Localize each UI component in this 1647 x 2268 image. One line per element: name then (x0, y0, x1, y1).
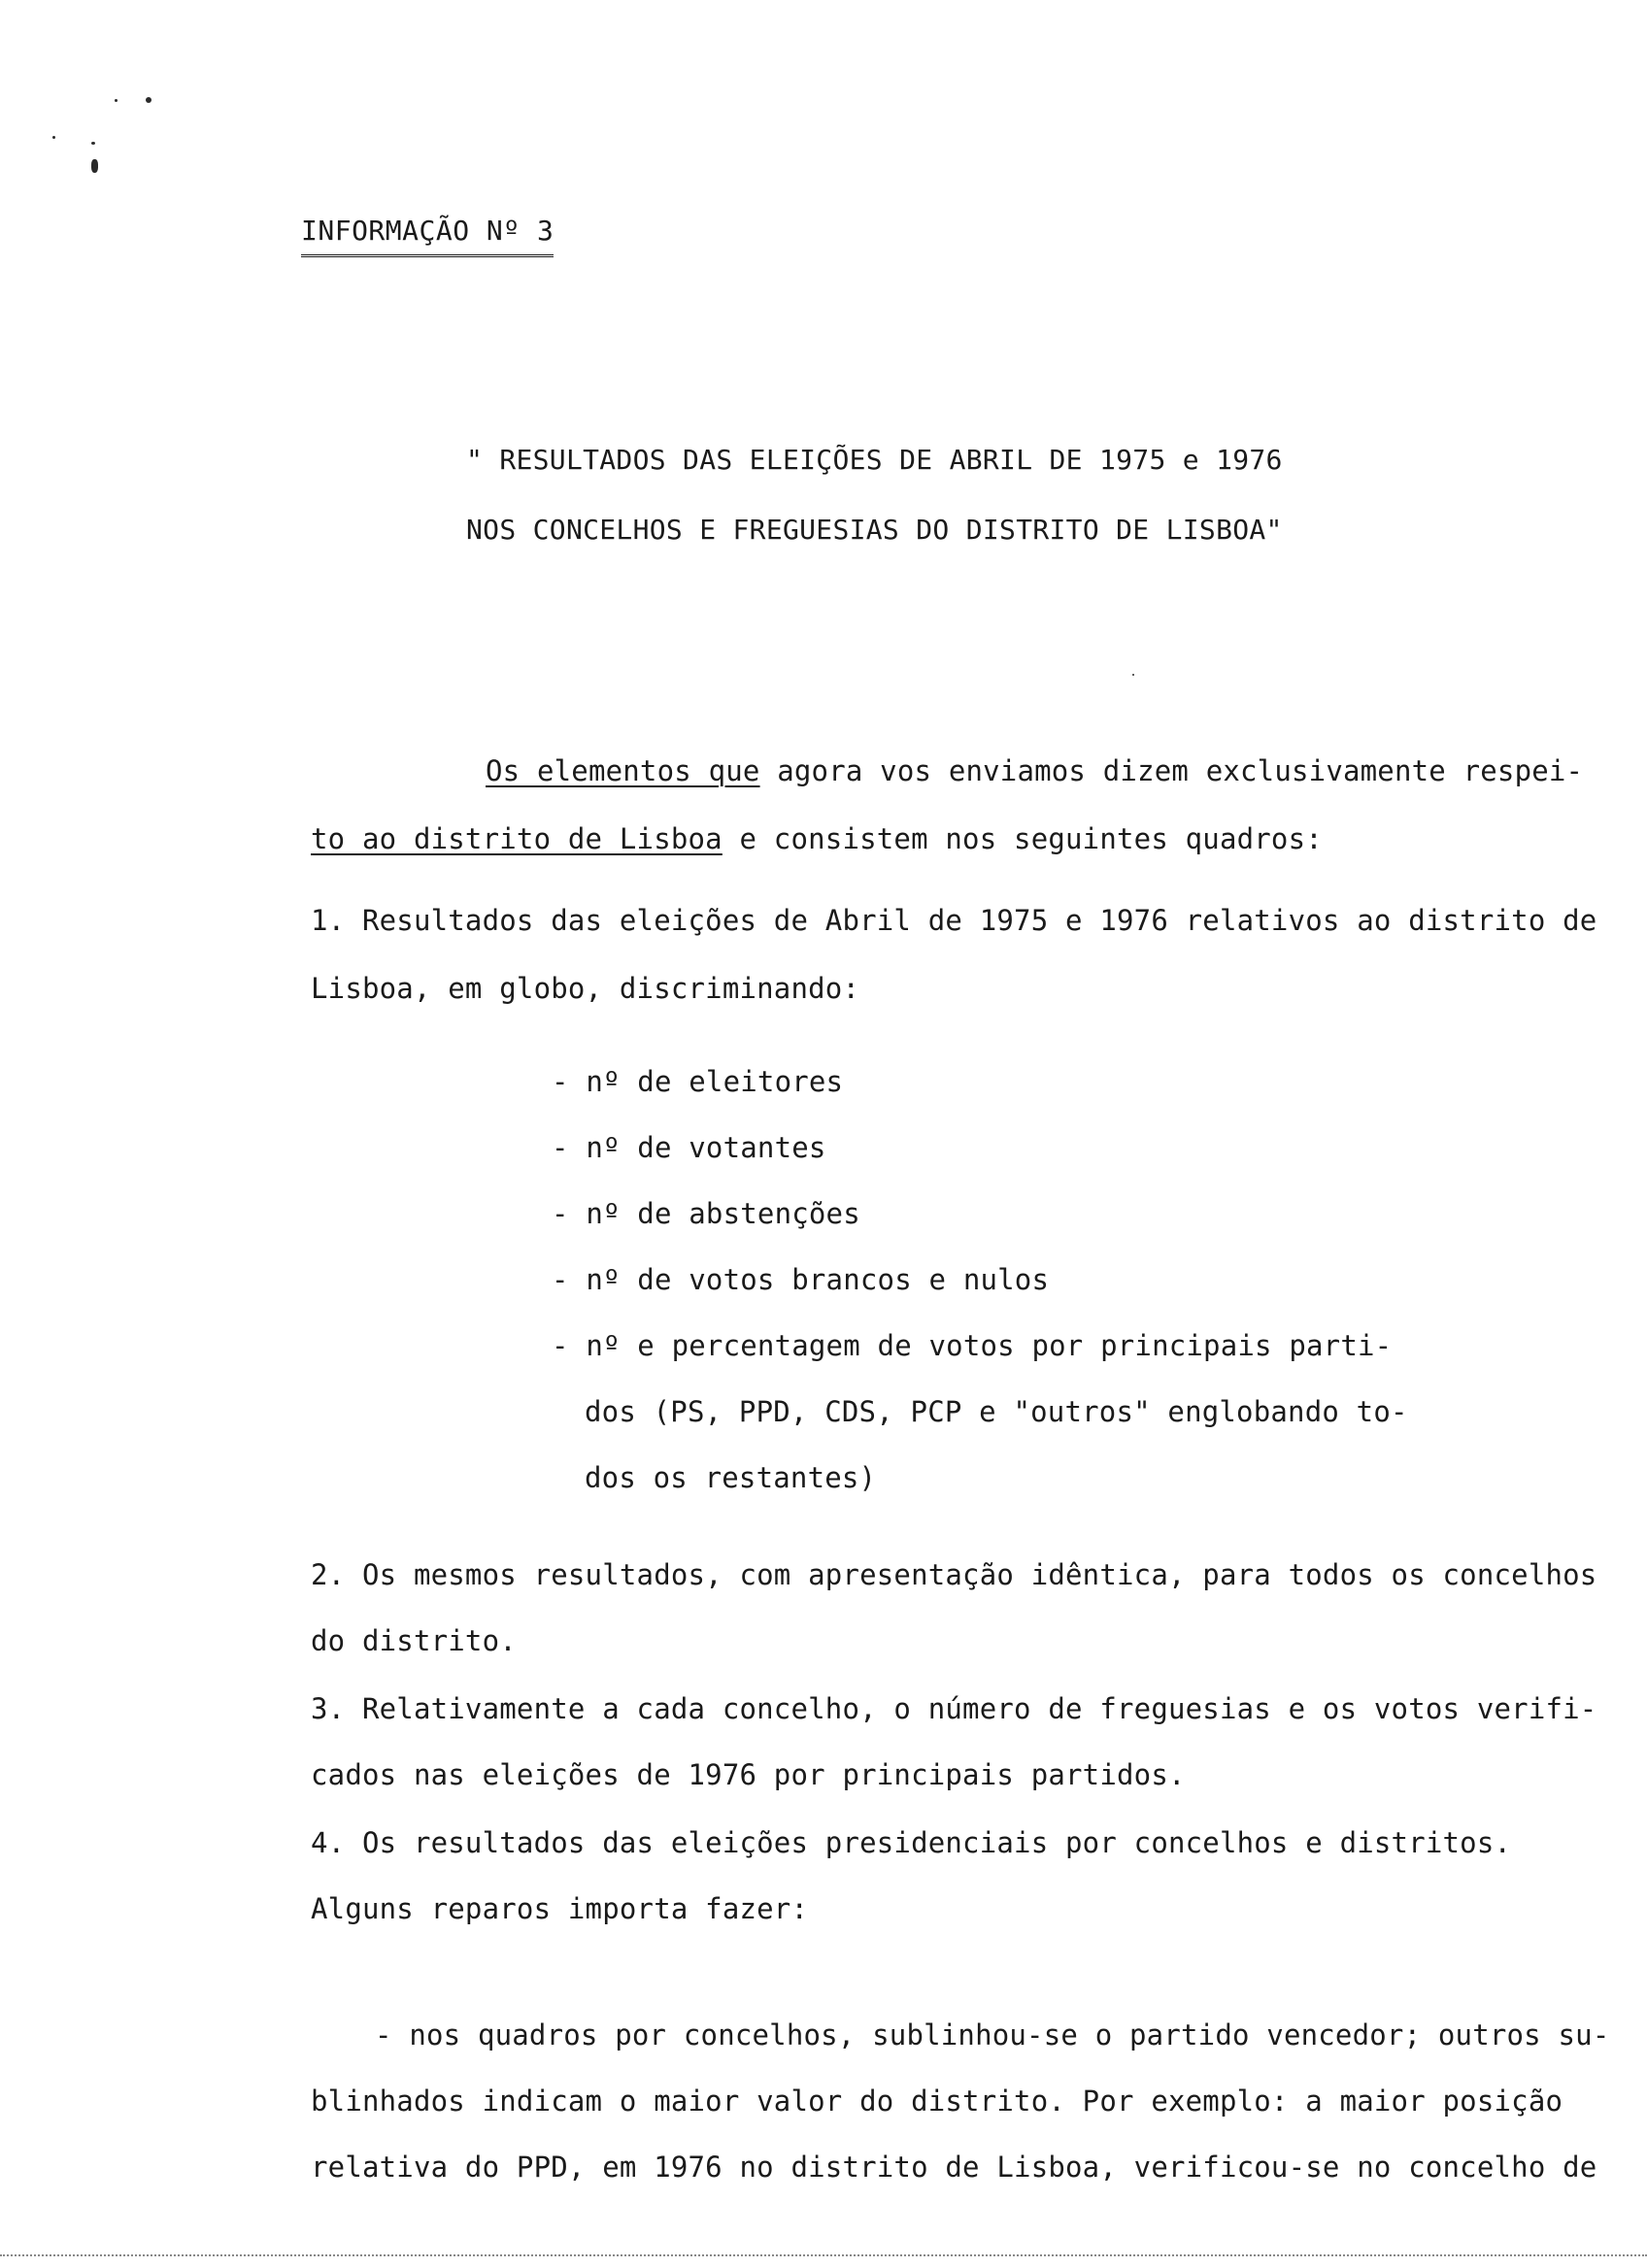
scan-speck (91, 159, 98, 173)
item-2-line-1: 2. Os mesmos resultados, com apresentação idêntica, para todos os concelhos (311, 1558, 1597, 1591)
intro-underlined-2: to ao distrito de Lisboa (311, 822, 723, 855)
scan-speck (146, 97, 151, 103)
intro-rest-1: agora vos enviamos dizem exclusivamente respei- (759, 754, 1584, 787)
bullet-eleitores: - nº de eleitores (552, 1065, 844, 1098)
scan-speck (1132, 674, 1134, 676)
title-line-1: " RESULTADOS DAS ELEIÇÕES DE ABRIL DE 1975 e 1976 (466, 444, 1283, 476)
item-1-line-2: Lisboa, em globo, discriminando: (311, 972, 860, 1005)
note-line-1: - nos quadros por concelhos, sublinhou-se o partido vencedor; outros su- (375, 2018, 1610, 2051)
scan-speck (91, 142, 95, 145)
bullet-abstencoes: - nº de abstenções (552, 1197, 860, 1230)
page-heading: INFORMAÇÃO Nº 3 (301, 214, 554, 257)
bullet-partidos-line-1: - nº e percentagem de votos por principais parti- (552, 1329, 1393, 1362)
item-4: 4. Os resultados das eleições presidenciais por concelhos e distritos. (311, 1826, 1512, 1859)
title-line-2: NOS CONCELHOS E FREGUESIAS DO DISTRITO DE LISBOA" (466, 514, 1283, 546)
scan-speck (115, 99, 118, 102)
bullet-partidos-line-2: dos (PS, PPD, CDS, PCP e "outros" englobando to- (585, 1395, 1408, 1428)
bullet-brancos-nulos: - nº de votos brancos e nulos (552, 1263, 1050, 1296)
item-2-line-2: do distrito. (311, 1624, 517, 1657)
item-1-line-1: 1. Resultados das eleições de Abril de 1975 e 1976 relativos ao distrito de (311, 904, 1597, 937)
intro-line-1 (486, 753, 1583, 788)
bullet-votantes: - nº de votantes (552, 1131, 826, 1164)
intro-rest-2: e consistem nos seguintes quadros: (722, 822, 1323, 855)
item-3-line-1: 3. Relativamente a cada concelho, o número de freguesias e os votos verifi- (311, 1692, 1597, 1725)
intro-line-2 (311, 821, 1323, 856)
note-line-3: relativa do PPD, em 1976 no distrito de Lisboa, verificou-se no concelho de (311, 2151, 1597, 2184)
scan-speck (52, 136, 55, 139)
intro-underlined-1: Os elementos que (486, 754, 760, 787)
note-line-2: blinhados indicam o maior valor do distrito. Por exemplo: a maior posição (311, 2085, 1563, 2118)
item-3-line-2: cados nas eleições de 1976 por principais partidos. (311, 1758, 1186, 1791)
bottom-edge-rule (0, 2254, 1647, 2256)
bullet-partidos-line-3: dos os restantes) (585, 1461, 877, 1494)
reparos-line: Alguns reparos importa fazer: (311, 1892, 809, 1925)
